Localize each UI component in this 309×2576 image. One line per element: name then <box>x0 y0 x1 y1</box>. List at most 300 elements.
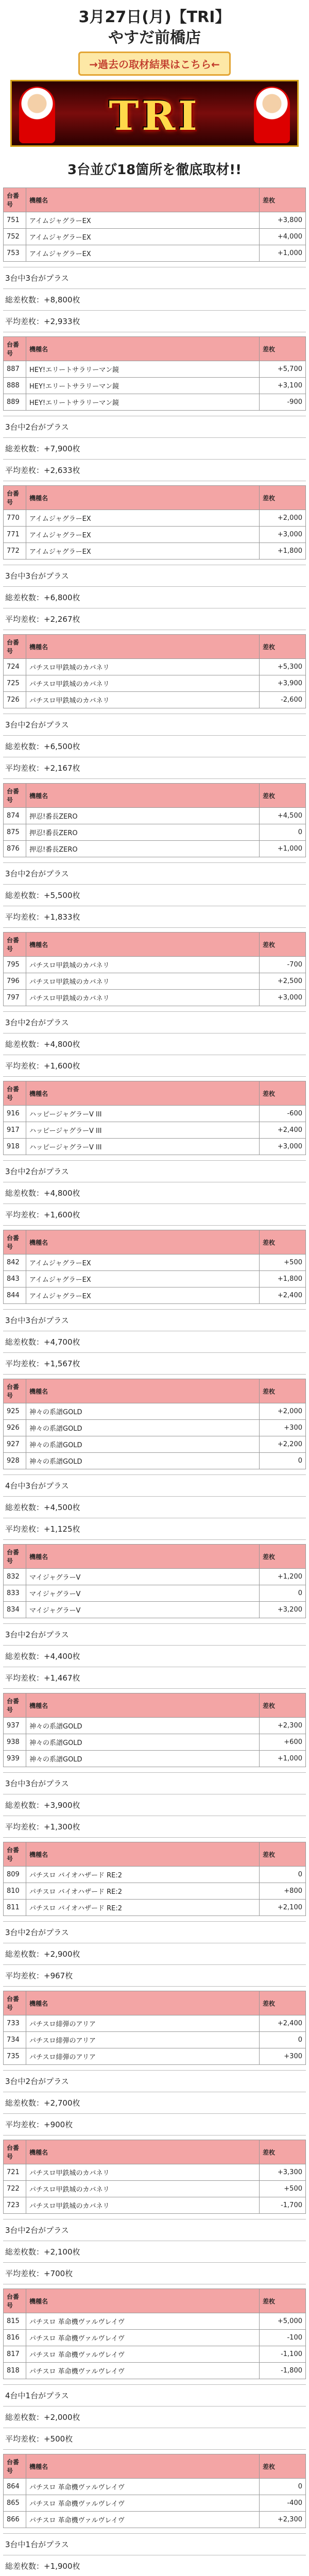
machine-number: 875 <box>4 824 26 841</box>
coin-difference: 0 <box>260 1585 306 1602</box>
table-row <box>4 229 306 245</box>
result-group <box>3 783 306 928</box>
machine-number: 721 <box>4 2164 26 2181</box>
plus-count: 4台中3台がプラス <box>3 1475 306 1497</box>
table-header-row <box>4 933 306 957</box>
total-difference: 総差枚数：+2,700枚 <box>3 2092 306 2114</box>
machine-number: 842 <box>4 1255 26 1271</box>
plus-count: 3台中3台がプラス <box>3 267 306 289</box>
table-row <box>4 1585 306 1602</box>
coin-difference: +3,000 <box>260 527 306 543</box>
table-row <box>4 510 306 527</box>
past-link-wrap <box>0 52 309 76</box>
column-header: 差枚 <box>260 1545 306 1569</box>
table-header-row <box>4 2289 306 2313</box>
coin-difference: +1,000 <box>260 245 306 262</box>
column-header: 台番号 <box>4 1081 26 1106</box>
machine-table <box>3 188 306 262</box>
result-group <box>3 1081 306 1226</box>
table-row <box>4 1453 306 1469</box>
plus-count: 3台中2台がプラス <box>3 416 306 438</box>
average-difference: 平均差枚：+1,833枚 <box>3 906 306 928</box>
table-row <box>4 245 306 262</box>
machine-name: 神々の系譜GOLD <box>26 1734 260 1751</box>
coin-difference: +800 <box>260 1883 306 1900</box>
table-row <box>4 841 306 857</box>
table-header-row <box>4 486 306 510</box>
total-difference: 総差枚数：+4,800枚 <box>3 1033 306 1055</box>
plus-count: 3台中3台がプラス <box>3 1772 306 1794</box>
table-row <box>4 361 306 378</box>
machine-number: 918 <box>4 1139 26 1155</box>
table-row <box>4 2330 306 2346</box>
table-row <box>4 1106 306 1122</box>
coin-difference: 0 <box>260 2032 306 2048</box>
column-header: 機種名 <box>26 1081 260 1106</box>
column-header: 台番号 <box>4 1379 26 1403</box>
total-difference: 総差枚数：+2,900枚 <box>3 1943 306 1965</box>
machine-name: アイムジャグラーEX <box>26 510 260 527</box>
average-difference: 平均差枚：+2,267枚 <box>3 608 306 630</box>
machine-table <box>3 485 306 560</box>
table-row <box>4 1602 306 1618</box>
coin-difference: -1,800 <box>260 2363 306 2379</box>
average-difference: 平均差枚：+700枚 <box>3 2263 306 2284</box>
coin-difference: +2,100 <box>260 1900 306 1916</box>
coin-difference: 0 <box>260 2479 306 2495</box>
result-group <box>3 1379 306 1540</box>
table-row <box>4 808 306 824</box>
column-header: 台番号 <box>4 1230 26 1255</box>
table-row <box>4 527 306 543</box>
result-group <box>3 1544 306 1689</box>
column-header: 機種名 <box>26 2289 260 2313</box>
result-group <box>3 485 306 630</box>
column-header: 台番号 <box>4 1842 26 1867</box>
plus-count: 3台中2台がプラス <box>3 1623 306 1646</box>
machine-number: 938 <box>4 1734 26 1751</box>
machine-number: 810 <box>4 1883 26 1900</box>
machine-number: 876 <box>4 841 26 857</box>
coin-difference: +2,300 <box>260 2512 306 2528</box>
machine-name: パチスロ緋弾のアリア <box>26 2032 260 2048</box>
coin-difference: +500 <box>260 2181 306 2197</box>
machine-name: パチスロ緋弾のアリア <box>26 2048 260 2065</box>
machine-number: 751 <box>4 212 26 229</box>
table-row <box>4 659 306 675</box>
column-header: 台番号 <box>4 337 26 361</box>
average-difference: 平均差枚：+967枚 <box>3 1965 306 1987</box>
total-difference: 総差枚数：+2,000枚 <box>3 2406 306 2428</box>
machine-number: 772 <box>4 543 26 560</box>
table-row <box>4 2346 306 2363</box>
column-header: 差枚 <box>260 486 306 510</box>
table-row <box>4 1436 306 1453</box>
coin-difference: +4,500 <box>260 808 306 824</box>
result-group <box>3 932 306 1077</box>
coin-difference: +2,400 <box>260 1287 306 1304</box>
column-header: 差枚 <box>260 2454 306 2479</box>
column-header: 台番号 <box>4 1545 26 1569</box>
table-row <box>4 1122 306 1139</box>
store-name: やすだ前橋店 <box>108 29 201 47</box>
machine-name: 押忍!番長ZERO <box>26 824 260 841</box>
table-row <box>4 824 306 841</box>
plus-count: 3台中2台がプラス <box>3 2070 306 2092</box>
machine-number: 865 <box>4 2495 26 2512</box>
table-row <box>4 2181 306 2197</box>
plus-count: 3台中2台がプラス <box>3 862 306 885</box>
coin-difference: 0 <box>260 1453 306 1469</box>
machine-number: 811 <box>4 1900 26 1916</box>
machine-table <box>3 1544 306 1618</box>
machine-name: HEY!エリートサラリーマン鏡 <box>26 378 260 394</box>
coin-difference: +1,200 <box>260 1569 306 1585</box>
result-group <box>3 2140 306 2284</box>
result-group <box>3 1842 306 1987</box>
machine-number: 722 <box>4 2181 26 2197</box>
table-row <box>4 2495 306 2512</box>
machine-number: 864 <box>4 2479 26 2495</box>
machine-number: 809 <box>4 1867 26 1883</box>
table-row <box>4 2164 306 2181</box>
machine-table <box>3 1693 306 1767</box>
average-difference: 平均差枚：+1,467枚 <box>3 1667 306 1689</box>
total-difference: 総差枚数：+4,800枚 <box>3 1182 306 1204</box>
table-row <box>4 2048 306 2065</box>
column-header: 差枚 <box>260 1230 306 1255</box>
plus-count: 3台中2台がプラス <box>3 1921 306 1943</box>
machine-table <box>3 2454 306 2528</box>
coin-difference: +1,000 <box>260 841 306 857</box>
machine-name: 神々の系譜GOLD <box>26 1403 260 1420</box>
machine-number: 926 <box>4 1420 26 1436</box>
table-row <box>4 394 306 411</box>
column-header: 機種名 <box>26 2454 260 2479</box>
average-difference: 平均差枚：+1,567枚 <box>3 1353 306 1375</box>
machine-name: パチスロ甲鉄城のカバネリ <box>26 957 260 973</box>
machine-number: 797 <box>4 990 26 1006</box>
table-row <box>4 1139 306 1155</box>
column-header: 差枚 <box>260 784 306 808</box>
machine-name: アイムジャグラーEX <box>26 543 260 560</box>
column-header: 差枚 <box>260 933 306 957</box>
column-header: 台番号 <box>4 1693 26 1718</box>
table-row <box>4 692 306 708</box>
table-row <box>4 1900 306 1916</box>
machine-number: 734 <box>4 2032 26 2048</box>
total-difference: 総差枚数：+4,400枚 <box>3 1646 306 1667</box>
average-difference: 平均差枚：+900枚 <box>3 2114 306 2136</box>
coin-difference: 0 <box>260 1867 306 1883</box>
column-header: 機種名 <box>26 1545 260 1569</box>
column-header: 台番号 <box>4 933 26 957</box>
column-header: 機種名 <box>26 486 260 510</box>
coin-difference: -1,700 <box>260 2197 306 2214</box>
table-header-row <box>4 1545 306 1569</box>
machine-number: 816 <box>4 2330 26 2346</box>
machine-name: パチスロ甲鉄城のカバネリ <box>26 990 260 1006</box>
result-group <box>3 336 306 481</box>
total-difference: 総差枚数：+8,800枚 <box>3 289 306 311</box>
machine-table <box>3 2289 306 2379</box>
column-header: 機種名 <box>26 784 260 808</box>
table-row <box>4 990 306 1006</box>
column-header: 差枚 <box>260 337 306 361</box>
coin-difference: +2,300 <box>260 1718 306 1734</box>
table-row <box>4 2512 306 2528</box>
coin-difference: +5,700 <box>260 361 306 378</box>
machine-name: 神々の系譜GOLD <box>26 1718 260 1734</box>
average-difference: 平均差枚：+1,300枚 <box>3 1816 306 1838</box>
machine-name: パチスロ甲鉄城のカバネリ <box>26 675 260 692</box>
machine-name: HEY!エリートサラリーマン鏡 <box>26 394 260 411</box>
machine-name: 神々の系譜GOLD <box>26 1751 260 1767</box>
column-header: 機種名 <box>26 1991 260 2015</box>
machine-table <box>3 1991 306 2065</box>
column-header: 台番号 <box>4 2454 26 2479</box>
machine-number: 723 <box>4 2197 26 2214</box>
machine-number: 917 <box>4 1122 26 1139</box>
table-header-row <box>4 2454 306 2479</box>
machine-number: 874 <box>4 808 26 824</box>
machine-name: パチスロ甲鉄城のカバネリ <box>26 2164 260 2181</box>
coin-difference: -700 <box>260 957 306 973</box>
column-header: 台番号 <box>4 2289 26 2313</box>
coin-difference: +3,000 <box>260 990 306 1006</box>
result-groups <box>0 188 309 2576</box>
machine-table <box>3 1379 306 1469</box>
machine-number: 833 <box>4 1585 26 1602</box>
machine-name: パチスロ 革命機ヴァルヴレイヴ <box>26 2512 260 2528</box>
machine-number: 752 <box>4 229 26 245</box>
table-header-row <box>4 337 306 361</box>
machine-name: ハッピージャグラーV III <box>26 1122 260 1139</box>
column-header: 機種名 <box>26 933 260 957</box>
machine-table <box>3 2140 306 2214</box>
machine-number: 818 <box>4 2363 26 2379</box>
machine-name: パチスロ バイオハザード RE:2 <box>26 1883 260 1900</box>
machine-name: アイムジャグラーEX <box>26 212 260 229</box>
column-header: 差枚 <box>260 2140 306 2164</box>
table-header-row <box>4 1842 306 1867</box>
table-header-row <box>4 1081 306 1106</box>
machine-table <box>3 932 306 1006</box>
table-row <box>4 2032 306 2048</box>
coin-difference: +300 <box>260 2048 306 2065</box>
machine-name: パチスロ甲鉄城のカバネリ <box>26 2181 260 2197</box>
result-group <box>3 2454 306 2576</box>
machine-number: 844 <box>4 1287 26 1304</box>
table-row <box>4 212 306 229</box>
average-difference: 平均差枚：+1,600枚 <box>3 1204 306 1226</box>
machine-number: 726 <box>4 692 26 708</box>
coin-difference: +2,400 <box>260 1122 306 1139</box>
column-header: 機種名 <box>26 1842 260 1867</box>
table-row <box>4 1867 306 1883</box>
coin-difference: +3,300 <box>260 2164 306 2181</box>
result-group <box>3 2289 306 2450</box>
coin-difference: +600 <box>260 1734 306 1751</box>
machine-name: パチスロ 革命機ヴァルヴレイヴ <box>26 2313 260 2330</box>
total-difference: 総差枚数：+2,100枚 <box>3 2241 306 2263</box>
column-header: 差枚 <box>260 1693 306 1718</box>
coin-difference: -600 <box>260 1106 306 1122</box>
machine-name: ハッピージャグラーV III <box>26 1106 260 1122</box>
coin-difference: +3,200 <box>260 1602 306 1618</box>
coin-difference: +300 <box>260 1420 306 1436</box>
column-header: 機種名 <box>26 635 260 659</box>
average-difference: 平均差枚：+500枚 <box>3 2428 306 2450</box>
machine-name: ハッピージャグラーV III <box>26 1139 260 1155</box>
machine-number: 843 <box>4 1271 26 1287</box>
table-row <box>4 1287 306 1304</box>
machine-name: パチスロ甲鉄城のカバネリ <box>26 973 260 990</box>
total-difference: 総差枚数：+5,500枚 <box>3 885 306 906</box>
plus-count: 3台中1台がプラス <box>3 2533 306 2555</box>
machine-number: 735 <box>4 2048 26 2065</box>
total-difference: 総差枚数：+6,500枚 <box>3 736 306 757</box>
column-header: 機種名 <box>26 188 260 212</box>
table-row <box>4 2197 306 2214</box>
coin-difference: +500 <box>260 1255 306 1271</box>
machine-number: 927 <box>4 1436 26 1453</box>
column-header: 台番号 <box>4 635 26 659</box>
table-row <box>4 378 306 394</box>
machine-number: 733 <box>4 2015 26 2032</box>
column-header: 差枚 <box>260 1842 306 1867</box>
machine-number: 834 <box>4 1602 26 1618</box>
coin-difference: +5,000 <box>260 2313 306 2330</box>
machine-table <box>3 1230 306 1304</box>
coin-difference: +3,900 <box>260 675 306 692</box>
table-row <box>4 2363 306 2379</box>
plus-count: 3台中2台がプラス <box>3 714 306 736</box>
table-row <box>4 2313 306 2330</box>
coin-difference: -400 <box>260 2495 306 2512</box>
machine-name: アイムジャグラーEX <box>26 1287 260 1304</box>
column-header: 機種名 <box>26 2140 260 2164</box>
column-header: 台番号 <box>4 2140 26 2164</box>
table-row <box>4 1883 306 1900</box>
table-row <box>4 973 306 990</box>
table-row <box>4 1420 306 1436</box>
machine-name: マイジャグラーV <box>26 1569 260 1585</box>
column-header: 機種名 <box>26 1230 260 1255</box>
machine-name: 神々の系譜GOLD <box>26 1420 260 1436</box>
table-row <box>4 1569 306 1585</box>
banner-figure-right <box>254 87 290 143</box>
machine-name: パチスロ バイオハザード RE:2 <box>26 1900 260 1916</box>
past-results-link[interactable]: →過去の取材結果はこちら← <box>78 52 231 76</box>
machine-number: 815 <box>4 2313 26 2330</box>
average-difference: 平均差枚：+2,167枚 <box>3 757 306 779</box>
result-group <box>3 1991 306 2136</box>
column-header: 機種名 <box>26 1379 260 1403</box>
machine-number: 796 <box>4 973 26 990</box>
table-header-row <box>4 1991 306 2015</box>
machine-number: 770 <box>4 510 26 527</box>
machine-name: アイムジャグラーEX <box>26 527 260 543</box>
machine-number: 725 <box>4 675 26 692</box>
coin-difference: +3,000 <box>260 1139 306 1155</box>
machine-name: パチスロ 革命機ヴァルヴレイヴ <box>26 2479 260 2495</box>
machine-name: パチスロ バイオハザード RE:2 <box>26 1867 260 1883</box>
result-group <box>3 1693 306 1838</box>
table-row <box>4 1734 306 1751</box>
machine-name: パチスロ 革命機ヴァルヴレイヴ <box>26 2346 260 2363</box>
table-row <box>4 1751 306 1767</box>
plus-count: 3台中3台がプラス <box>3 565 306 587</box>
total-difference: 総差枚数：+1,900枚 <box>3 2555 306 2576</box>
column-header: 台番号 <box>4 486 26 510</box>
coin-difference: +2,400 <box>260 2015 306 2032</box>
result-group <box>3 634 306 779</box>
table-row <box>4 2479 306 2495</box>
coin-difference: 0 <box>260 824 306 841</box>
column-header: 差枚 <box>260 188 306 212</box>
machine-name: HEY!エリートサラリーマン鏡 <box>26 361 260 378</box>
headline: 3台並び18箇所を徹底取材!! <box>67 162 242 178</box>
column-header: 台番号 <box>4 188 26 212</box>
machine-number: 817 <box>4 2346 26 2363</box>
machine-number: 939 <box>4 1751 26 1767</box>
table-header-row <box>4 1230 306 1255</box>
average-difference: 平均差枚：+1,600枚 <box>3 1055 306 1077</box>
plus-count: 3台中2台がプラス <box>3 1160 306 1182</box>
coin-difference: +2,000 <box>260 510 306 527</box>
coin-difference: +5,300 <box>260 659 306 675</box>
coin-difference: +2,500 <box>260 973 306 990</box>
table-row <box>4 1255 306 1271</box>
machine-number: 937 <box>4 1718 26 1734</box>
column-header: 機種名 <box>26 1693 260 1718</box>
machine-number: 916 <box>4 1106 26 1122</box>
coin-difference: -900 <box>260 394 306 411</box>
plus-count: 3台中2台がプラス <box>3 1011 306 1033</box>
table-row <box>4 675 306 692</box>
machine-number: 928 <box>4 1453 26 1469</box>
result-group <box>3 188 306 332</box>
column-header: 差枚 <box>260 635 306 659</box>
machine-name: マイジャグラーV <box>26 1602 260 1618</box>
average-difference: 平均差枚：+1,125枚 <box>3 1518 306 1540</box>
machine-number: 866 <box>4 2512 26 2528</box>
machine-name: 神々の系譜GOLD <box>26 1436 260 1453</box>
coin-difference: +1,800 <box>260 543 306 560</box>
machine-name: 神々の系譜GOLD <box>26 1453 260 1469</box>
table-row <box>4 1271 306 1287</box>
machine-name: パチスロ 革命機ヴァルヴレイヴ <box>26 2495 260 2512</box>
coin-difference: +1,000 <box>260 1751 306 1767</box>
date-title: 3月27日(月)【TRI】 <box>78 8 231 26</box>
machine-number: 832 <box>4 1569 26 1585</box>
machine-name: アイムジャグラーEX <box>26 1271 260 1287</box>
machine-table <box>3 634 306 708</box>
machine-name: マイジャグラーV <box>26 1585 260 1602</box>
machine-name: パチスロ甲鉄城のカバネリ <box>26 692 260 708</box>
table-header-row <box>4 784 306 808</box>
machine-name: パチスロ甲鉄城のカバネリ <box>26 659 260 675</box>
machine-name: パチスロ 革命機ヴァルヴレイヴ <box>26 2363 260 2379</box>
machine-name: アイムジャグラーEX <box>26 1255 260 1271</box>
table-header-row <box>4 635 306 659</box>
machine-number: 724 <box>4 659 26 675</box>
table-header-row <box>4 2140 306 2164</box>
column-header: 差枚 <box>260 1991 306 2015</box>
machine-number: 753 <box>4 245 26 262</box>
average-difference: 平均差枚：+2,933枚 <box>3 311 306 332</box>
